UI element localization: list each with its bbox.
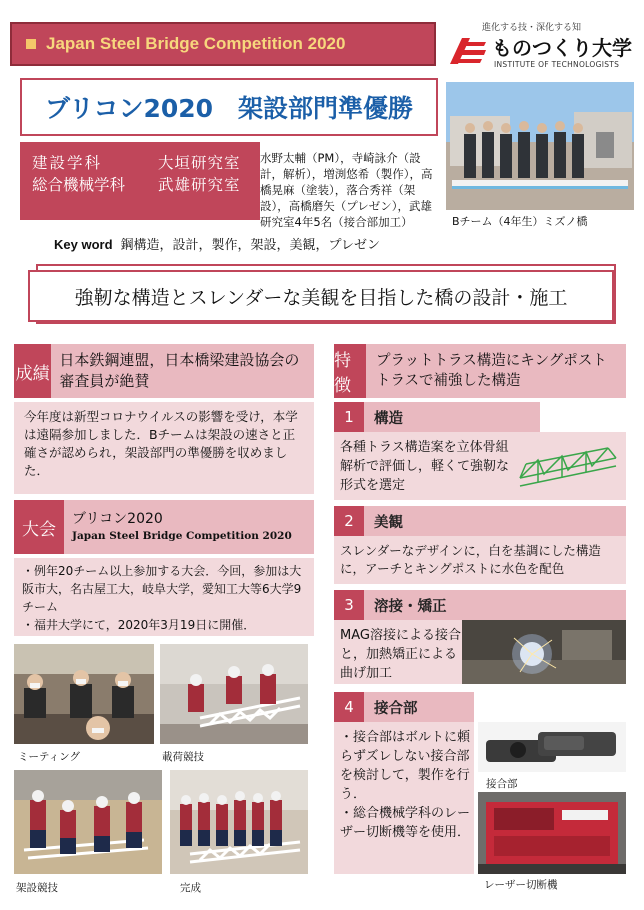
feature-4-number: 4 [334,692,364,722]
headline [28,270,614,322]
features-header [334,344,626,398]
feature-4-bullet-2: ・総合機械学科のレーザー切断機等を使用． [340,806,471,840]
feature-1-header [334,402,540,432]
laser-cutter-photo [478,792,626,874]
loading-caption: 載荷競技 [162,751,204,763]
banner-square-icon [26,39,36,49]
features-title: プラットトラス構造にキングポストトラスで補強した構造 [375,353,607,389]
logo-english: INSTITUTE OF TECHNOLOGISTS [494,60,620,69]
feature-2-title: 美観 [374,514,403,531]
poster-title [20,78,438,136]
joint-caption: 接合部 [486,778,518,790]
dept-construction: 建設学科 [32,154,103,172]
result-title: 日本鉄鋼連盟，日本橋梁建設協会の審査員が絶賛 [59,351,300,390]
joint-photo [478,722,626,772]
competition-banner [10,22,436,66]
feature-3-title: 溶接・矯正 [374,598,447,615]
lab-takeo: 武雄研究室 [158,176,241,194]
event-bullet-2: ・福井大学にて，2020年3月19日に開催． [22,618,256,632]
erection-photo [14,770,162,874]
keyword-label: Key word [54,237,113,252]
feature-4-body [334,722,474,874]
feature-3-number: 3 [334,590,364,620]
banner-text: Japan Steel Bridge Competition 2020 [46,34,346,53]
lab-ogaki: 大垣研究室 [158,154,241,172]
logo-mark-icon [448,34,488,66]
team-photo-caption: Bチーム（4年生）ミズノ橋 [452,215,588,228]
event-bullet-1: ・例年20チーム以上参加する大会．今回，参加は大阪市大，名古屋工大，岐阜大学，愛知工大等6大学9チーム [22,564,302,614]
loading-photo [160,644,308,744]
feature-4-title: 接合部 [374,700,418,717]
feature-3-header [334,590,626,620]
logo-tagline: 進化する技・深化する知 [482,23,582,33]
dept-mechanical: 総合機械学科 [32,176,126,194]
feature-1-number: 1 [334,402,364,432]
feature-4-header [334,692,474,722]
meeting-photo [14,644,154,744]
result-section [14,344,314,494]
feature-1-body [334,432,626,500]
team-photo [446,82,634,210]
result-body: 今年度は新型コロナウイルスの影響を受け，本学は遠隔参加しました．Bチームは架設の速さと正確さが認められ，架設部門の準優勝を収めました． [14,402,314,494]
feature-2-number: 2 [334,506,364,536]
feature-1-text: 各種トラス構造案を立体骨組解析で評価し，軽くて強靭な形式を選定 [340,440,510,493]
keyword-value: 鋼構造，設計，製作，架設，美観，プレゼン [120,238,380,253]
department-band [20,142,260,220]
feature-2-body: スレンダーなデザインに，白を基調にした構造に，アーチとキングポストに水色を配色 [334,536,626,584]
feature-1-title: 構造 [374,410,403,427]
event-section [14,500,314,636]
keyword-line [54,234,380,253]
logo-name: ものつくり大学 [492,36,632,60]
event-label: 大会 [14,500,64,554]
laser-caption: レーザー切断機 [484,879,558,891]
truss-model-icon [516,438,622,490]
team-members: 水野太輔（PM），寺崎詠介（設計，解析），増渕悠希（製作），高橋晃麻（塗装），落合秀祥（架設），高橋磨矢（プレゼン），武雄研究室4年5名（接合部加工） [260,151,433,229]
welding-photo [462,620,626,684]
feature-2-header [334,506,626,536]
feature-4-bullet-1: ・接合部はボルトに頼らずズレしない接合部を検討して，製作を行う． [340,730,471,802]
university-logo [448,20,633,74]
event-subtitle: Japan Steel Bridge Competition 2020 [72,530,292,542]
complete-photo [170,770,308,874]
complete-caption: 完成 [180,882,201,894]
erection-caption: 架設競技 [16,882,58,894]
feature-3-text: MAG溶接による接合と，加熱矯正による曲げ加工 [340,628,461,681]
event-title: ブリコン2020 [72,511,163,527]
meeting-caption: ミーティング [18,751,80,763]
headline-text: 強靭な構造とスレンダーな美観を目指した橋の設計・施工 [74,286,568,309]
poster-title-text: ブリコン2020 架設部門準優勝 [44,94,414,123]
result-label: 成績 [14,344,51,398]
features-label: 特徴 [334,344,366,398]
